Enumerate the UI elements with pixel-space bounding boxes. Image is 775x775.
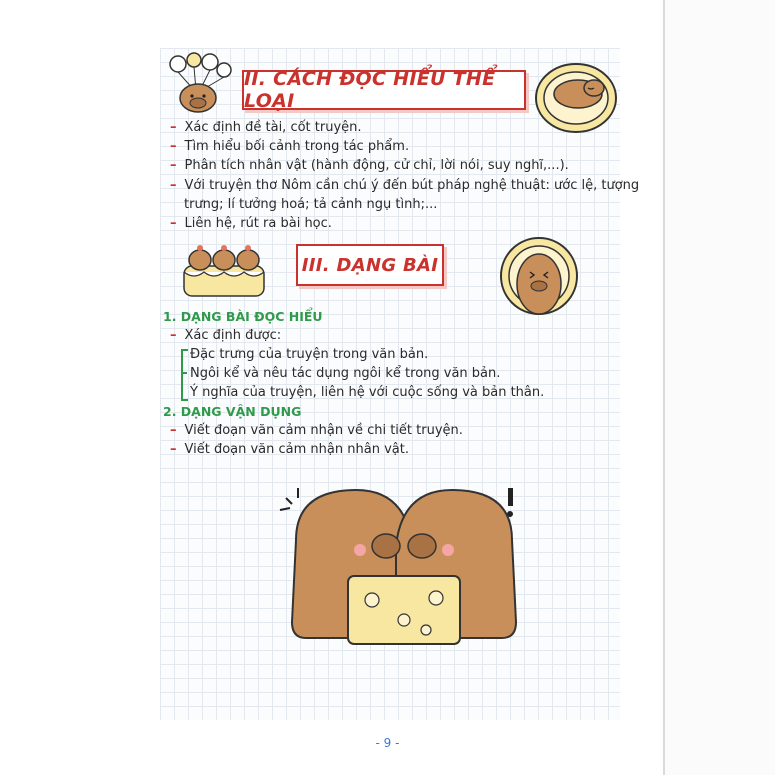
section-2-heading: II. CÁCH ĐỌC HIỂU THỂ LOẠI — [242, 70, 526, 110]
bracket-mid — [181, 372, 187, 374]
capybara-bowl-icon — [534, 58, 618, 134]
capybara-cake-icon — [180, 238, 270, 300]
capybara-donut-icon — [498, 232, 580, 330]
list-item: Đặc trưng của truyện trong văn bản. — [190, 347, 429, 362]
subsection-2-title: 2. DẠNG VẬN DỤNG — [163, 404, 302, 419]
bullet-item: – Xác định được: — [170, 328, 282, 343]
bullet-item: – Với truyện thơ Nôm cần chú ý đến bút pháp nghệ thuật: ước lệ, tượng — [170, 178, 640, 193]
bracket — [181, 349, 188, 401]
bullet-item: – Liên hệ, rút ra bài học. — [170, 216, 332, 231]
bullet-item: – Xác định đề tài, cốt truyện. — [170, 120, 362, 135]
bullet-item: – Phân tích nhân vật (hành động, cử chỉ, lời nói, suy nghĩ,...). — [170, 158, 569, 173]
page-divider — [663, 0, 665, 775]
list-item: Ý nghĩa của truyện, liên hệ với cuộc sống và bản thân. — [190, 385, 545, 400]
page-number: - 9 - — [375, 736, 400, 750]
section-3-heading: III. DẠNG BÀI — [296, 244, 444, 286]
list-item: Ngôi kể và nêu tác dụng ngôi kể trong văn bản. — [190, 366, 501, 381]
subsection-1-title: 1. DẠNG BÀI ĐỌC HIỂU — [163, 309, 323, 324]
bullet-item-continuation: trưng; lí tưởng hoá; tả cảnh ngụ tình;... — [184, 197, 438, 212]
capybara-balloons-icon — [164, 52, 234, 114]
bullet-item: – Viết đoạn văn cảm nhận nhân vật. — [170, 442, 409, 457]
bullet-item: – Viết đoạn văn cảm nhận về chi tiết truyện. — [170, 423, 463, 438]
capybaras-cheese-illustration — [276, 480, 532, 656]
next-page-edge — [665, 0, 775, 775]
bullet-item: – Tìm hiểu bối cảnh trong tác phẩm. — [170, 139, 410, 154]
